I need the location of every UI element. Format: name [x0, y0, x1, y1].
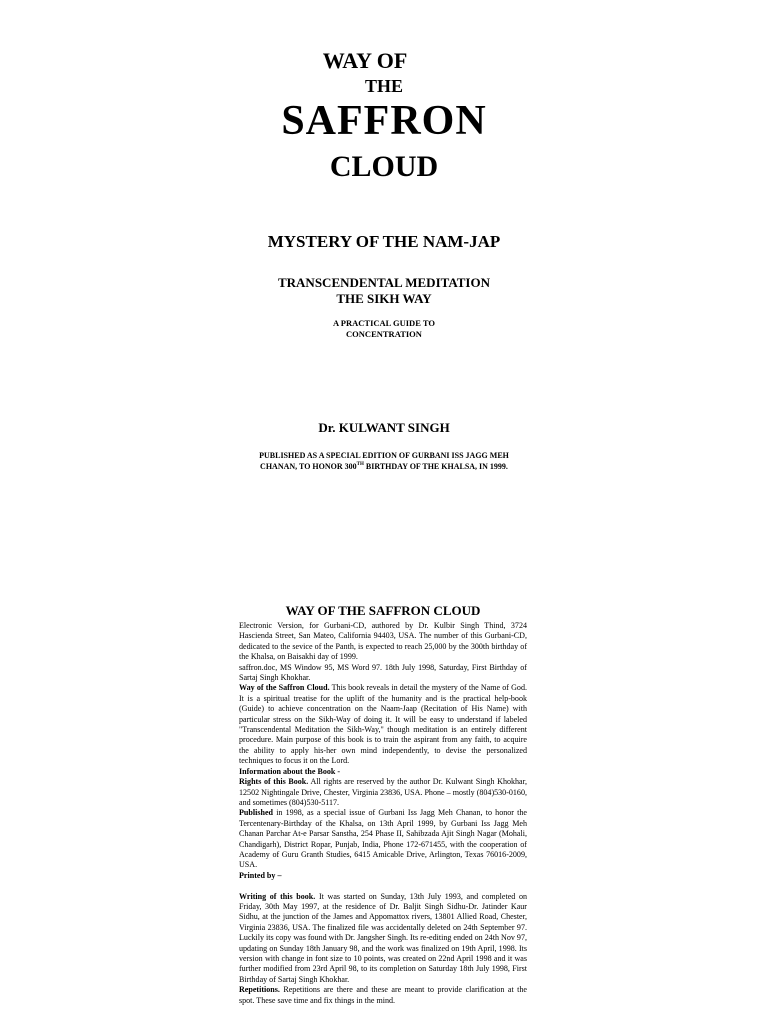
body-text — [239, 621, 527, 1006]
published-note — [200, 450, 568, 472]
paragraph-electronic-version: Electronic Version, for Gurbani-CD, authored by Dr. Kulbir Singh Thind, 3724 Hascienda Street, San Mateo, California 94403, USA. The number of this Gurbani-CD, dedicated to the sevice of the Panth, is expected to reach 25,000 by the 300th birthday of the Khalsa, on Baisakhi day of 1999. — [239, 621, 527, 662]
published-text-a: CHANAN, TO HONOR 300 — [260, 462, 357, 471]
published-text-b: BIRTHDAY OF THE KHALSA, IN 1999. — [363, 462, 508, 471]
label-writing: Writing of this book. — [239, 891, 316, 901]
label-repetitions: Repetitions. — [239, 985, 280, 995]
label-published: Published — [239, 808, 273, 818]
paragraph-file-info: saffron.doc, MS Window 95, MS Word 97. 18th July 1998, Saturday, First Birthday of Sartaj Singh Khokhar. — [239, 662, 527, 683]
published-note-line1: PUBLISHED AS A SPECIAL EDITION OF GURBANI ISS JAGG MEH — [259, 451, 509, 460]
section-title: WAY OF THE SAFFRON CLOUD — [285, 603, 481, 618]
practical-guide-line1: A PRACTICAL GUIDE TO — [333, 318, 435, 328]
subtitle-transcendental-line1: TRANSCENDENTAL MEDITATION — [277, 275, 490, 290]
published-note-line2 — [200, 461, 568, 472]
published-sup: TH — [356, 462, 364, 467]
text-repetitions: Repetitions are there and these are meant to provide clarification at the spot. These save time and fix things in the mind. — [239, 985, 527, 1005]
label-way-of-saffron-cloud: Way of the Saffron Cloud. — [239, 683, 330, 693]
text-writing: It was started on Sunday, 13th July 1993, and completed on Friday, 30th May 1997, at the residence of Dr. Baljit Singh Sidhu-Dr. Jatinder Kaur Sidhu, at the junction of the James and Appomattox rivers, 13801 Allied Road, Chester, Virginia 23836, USA. The finalized file was accidentally deleted on 24th September 97. Luckily its copy was found with Dr. Jangsher Singh. Its re-editing ended on 24th Nov 97, updating on Sunday 18th January 98, and the work was finalized on 19th April, 1998. Its version with change in font size to 10 points, was created on 22nd April 1998 and it was further modified from 23rd April 98, to its completion on Saturday 18th July 1998, First Birthday of Sartaj Singh Khokhar. — [239, 891, 527, 984]
subtitle-transcendental-line2: THE SIKH WAY — [336, 291, 432, 306]
paragraph-printed-by — [239, 871, 527, 881]
author-name: Dr. KULWANT SINGH — [318, 420, 450, 435]
title-cloud: CLOUD — [329, 150, 439, 183]
subtitle-transcendental — [0, 275, 768, 307]
paragraph-repetitions — [239, 985, 527, 1006]
paragraph-writing — [239, 892, 527, 986]
label-rights: Rights of this Book. — [239, 777, 309, 787]
paragraph-about-book — [239, 683, 527, 766]
text-about-book: This book reveals in detail the mystery of the Name of God. It is a spiritual treatise for the uplift of the humanity and is the practical help-book (Guide) to achieve concentration on the Naam-Jaap (Recitation of His Name) with particular stress on the Sikh-Way of doing it. It will be easy to understand if labeled "Transcendental Meditation the Sikh-Way," though meditation is an entirely different procedure. Main purpose of this book is to train the aspirant from any faith, to acquire the ability to apply his-her own mind independently, to devise the personalized techniques to focus it on the Lord. — [239, 683, 527, 766]
practical-guide-line2: CONCENTRATION — [346, 329, 422, 339]
text-rights: All rights are reserved by the author Dr. Kulwant Singh Khokhar, 12502 Nightingale Drive, Chester, Virginia 23836, USA. Phone – mostly (804)530-0160, and sometimes (804)530-5117. — [239, 777, 527, 807]
title-saffron: SAFFRON — [281, 98, 487, 144]
spacer — [239, 881, 527, 891]
label-printed-by: Printed by – — [239, 870, 282, 880]
paragraph-rights — [239, 777, 527, 808]
practical-guide — [0, 318, 768, 340]
text-published: in 1998, as a special issue of Gurbani Iss Jagg Meh Chanan, to honor the Tercentenary-Birthday of the Khalsa, on 13th April 1999, by Gurbani Iss Jagg Meh Chanan Parchar At-e Parsar Sanstha, 254 Phase II, Sahibzada Ajit Singh Nagar (Mohali, Chandigarh), District Ropar, Punjab, India, Phone 172-671455, with the cooperation of Academy of Guru Granth Studies, 6415 Amicable Drive, Arlington, Texas 76016-2009, USA. — [239, 808, 527, 870]
title-way-of: WAY OF — [322, 48, 408, 73]
subtitle-mystery: MYSTERY OF THE NAM-JAP — [267, 232, 501, 251]
label-information: Information about the Book - — [239, 766, 341, 776]
title-the: THE — [364, 76, 403, 96]
paragraph-information — [239, 767, 527, 777]
paragraph-published — [239, 808, 527, 870]
